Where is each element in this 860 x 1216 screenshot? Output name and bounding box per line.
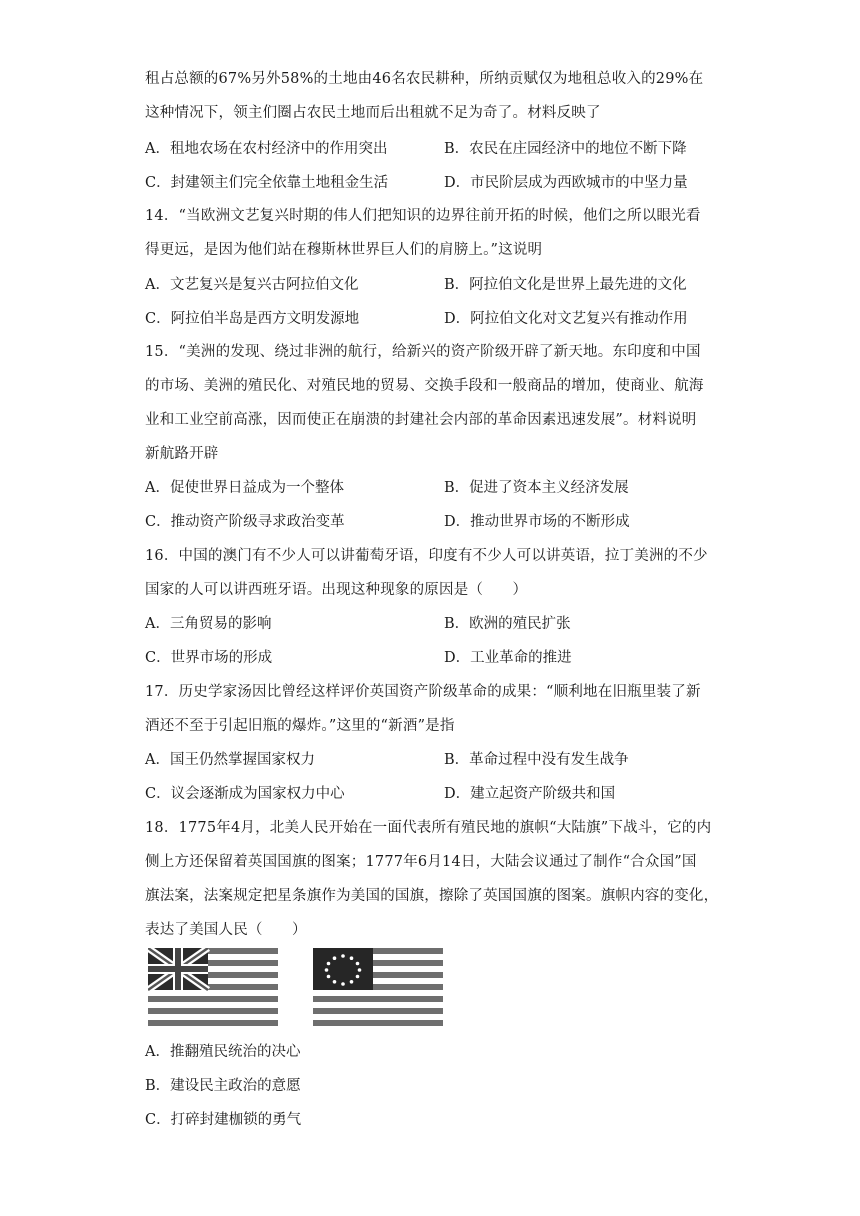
q14-option-b[interactable]: B．阿拉伯文化是世界上最先进的文化 [444, 277, 687, 293]
continental-colors-flag-image [148, 948, 278, 1026]
q17-option-c[interactable]: C．议会逐渐成为国家权力中心 [145, 786, 345, 802]
question-15-text-line-2: 的市场、美洲的殖民化、对殖民地的贸易、交换手段和一般商品的增加，使商业、航海 [145, 378, 704, 394]
question-14-text-line-1: 14．“当欧洲文艺复兴时期的伟人们把知识的边界往前开拓的时候，他们之所以眼光看 [145, 208, 701, 224]
q15-option-a[interactable]: A．促使世界日益成为一个整体 [145, 480, 344, 496]
q17-option-a[interactable]: A．国王仍然掌握国家权力 [145, 752, 315, 768]
question-16-text-line-2: 国家的人可以讲西班牙语。出现这种现象的原因是（ ） [145, 582, 528, 598]
q13-option-c[interactable]: C．封建领主们完全依靠土地租金生活 [145, 175, 389, 191]
question-15-text-line-3: 业和工业空前高涨，因而使正在崩溃的封建社会内部的革命因素迅速发展”。材料说明 [145, 412, 697, 428]
q15-option-b[interactable]: B．促进了资本主义经济发展 [444, 480, 629, 496]
q13-option-a[interactable]: A．租地农场在农村经济中的作用突出 [145, 141, 388, 157]
q13-option-b[interactable]: B．农民在庄园经济中的地位不断下降 [444, 141, 687, 157]
question-16-text-line-1: 16．中国的澳门有不少人可以讲葡萄牙语，印度有不少人可以讲英语，拉丁美洲的不少 [145, 548, 708, 564]
question-17-text-line-2: 酒还不至于引起旧瓶的爆炸。”这里的“新酒”是指 [145, 718, 455, 734]
stars-and-stripes-flag-image [313, 948, 443, 1026]
question-13-text-line-1: 租占总额的67%另外58%的土地由46名农民耕种，所纳贡赋仅为地租总收入的29%在 [145, 71, 704, 87]
question-17-text-line-1: 17．历史学家汤因比曾经这样评价英国资产阶级革命的成果：“顺利地在旧瓶里装了新 [145, 684, 701, 700]
question-18-text-line-2: 侧上方还保留着英国国旗的图案；1777年6月14日，大陆会议通过了制作“合众国”国 [145, 854, 697, 870]
q15-option-c[interactable]: C．推动资产阶级寻求政治变革 [145, 514, 345, 530]
question-13-text-line-2: 这种情况下，领主们圈占农民土地而后出租就不足为奇了。材料反映了 [145, 105, 601, 121]
question-18-text-line-3: 旗法案，法案规定把星条旗作为美国的国旗，擦除了英国国旗的图案。旗帜内容的变化， [145, 888, 719, 904]
q14-option-c[interactable]: C．阿拉伯半岛是西方文明发源地 [145, 311, 360, 327]
q18-option-c[interactable]: C．打碎封建枷锁的勇气 [145, 1112, 302, 1128]
question-15-text-line-1: 15．“美洲的发现、绕过非洲的航行，给新兴的资产阶级开辟了新天地。东印度和中国 [145, 344, 701, 360]
question-14-text-line-2: 得更远，是因为他们站在穆斯林世界巨人们的肩膀上。”这说明 [145, 242, 543, 258]
question-18-text-line-1: 18．1775年4月，北美人民开始在一面代表所有殖民地的旗帜“大陆旗”下战斗，它的内 [145, 820, 712, 836]
q16-option-c[interactable]: C．世界市场的形成 [145, 650, 273, 666]
q17-option-b[interactable]: B．革命过程中没有发生战争 [444, 752, 629, 768]
q18-option-b[interactable]: B．建设民主政治的意愿 [145, 1078, 301, 1094]
q18-option-a[interactable]: A．推翻殖民统治的决心 [145, 1044, 301, 1060]
question-18-text-line-4: 表达了美国人民（ ） [145, 922, 307, 938]
q16-option-d[interactable]: D．工业革命的推进 [444, 650, 572, 666]
q14-option-d[interactable]: D．阿拉伯文化对文艺复兴有推动作用 [444, 311, 688, 327]
q17-option-d[interactable]: D．建立起资产阶级共和国 [444, 786, 616, 802]
q15-option-d[interactable]: D．推动世界市场的不断形成 [444, 514, 630, 530]
q16-option-a[interactable]: A．三角贸易的影响 [145, 616, 272, 632]
q14-option-a[interactable]: A．文艺复兴是复兴古阿拉伯文化 [145, 277, 359, 293]
q13-option-d[interactable]: D．市民阶层成为西欧城市的中坚力量 [444, 175, 688, 191]
question-15-text-line-4: 新航路开辟 [145, 446, 219, 462]
q16-option-b[interactable]: B．欧洲的殖民扩张 [444, 616, 571, 632]
